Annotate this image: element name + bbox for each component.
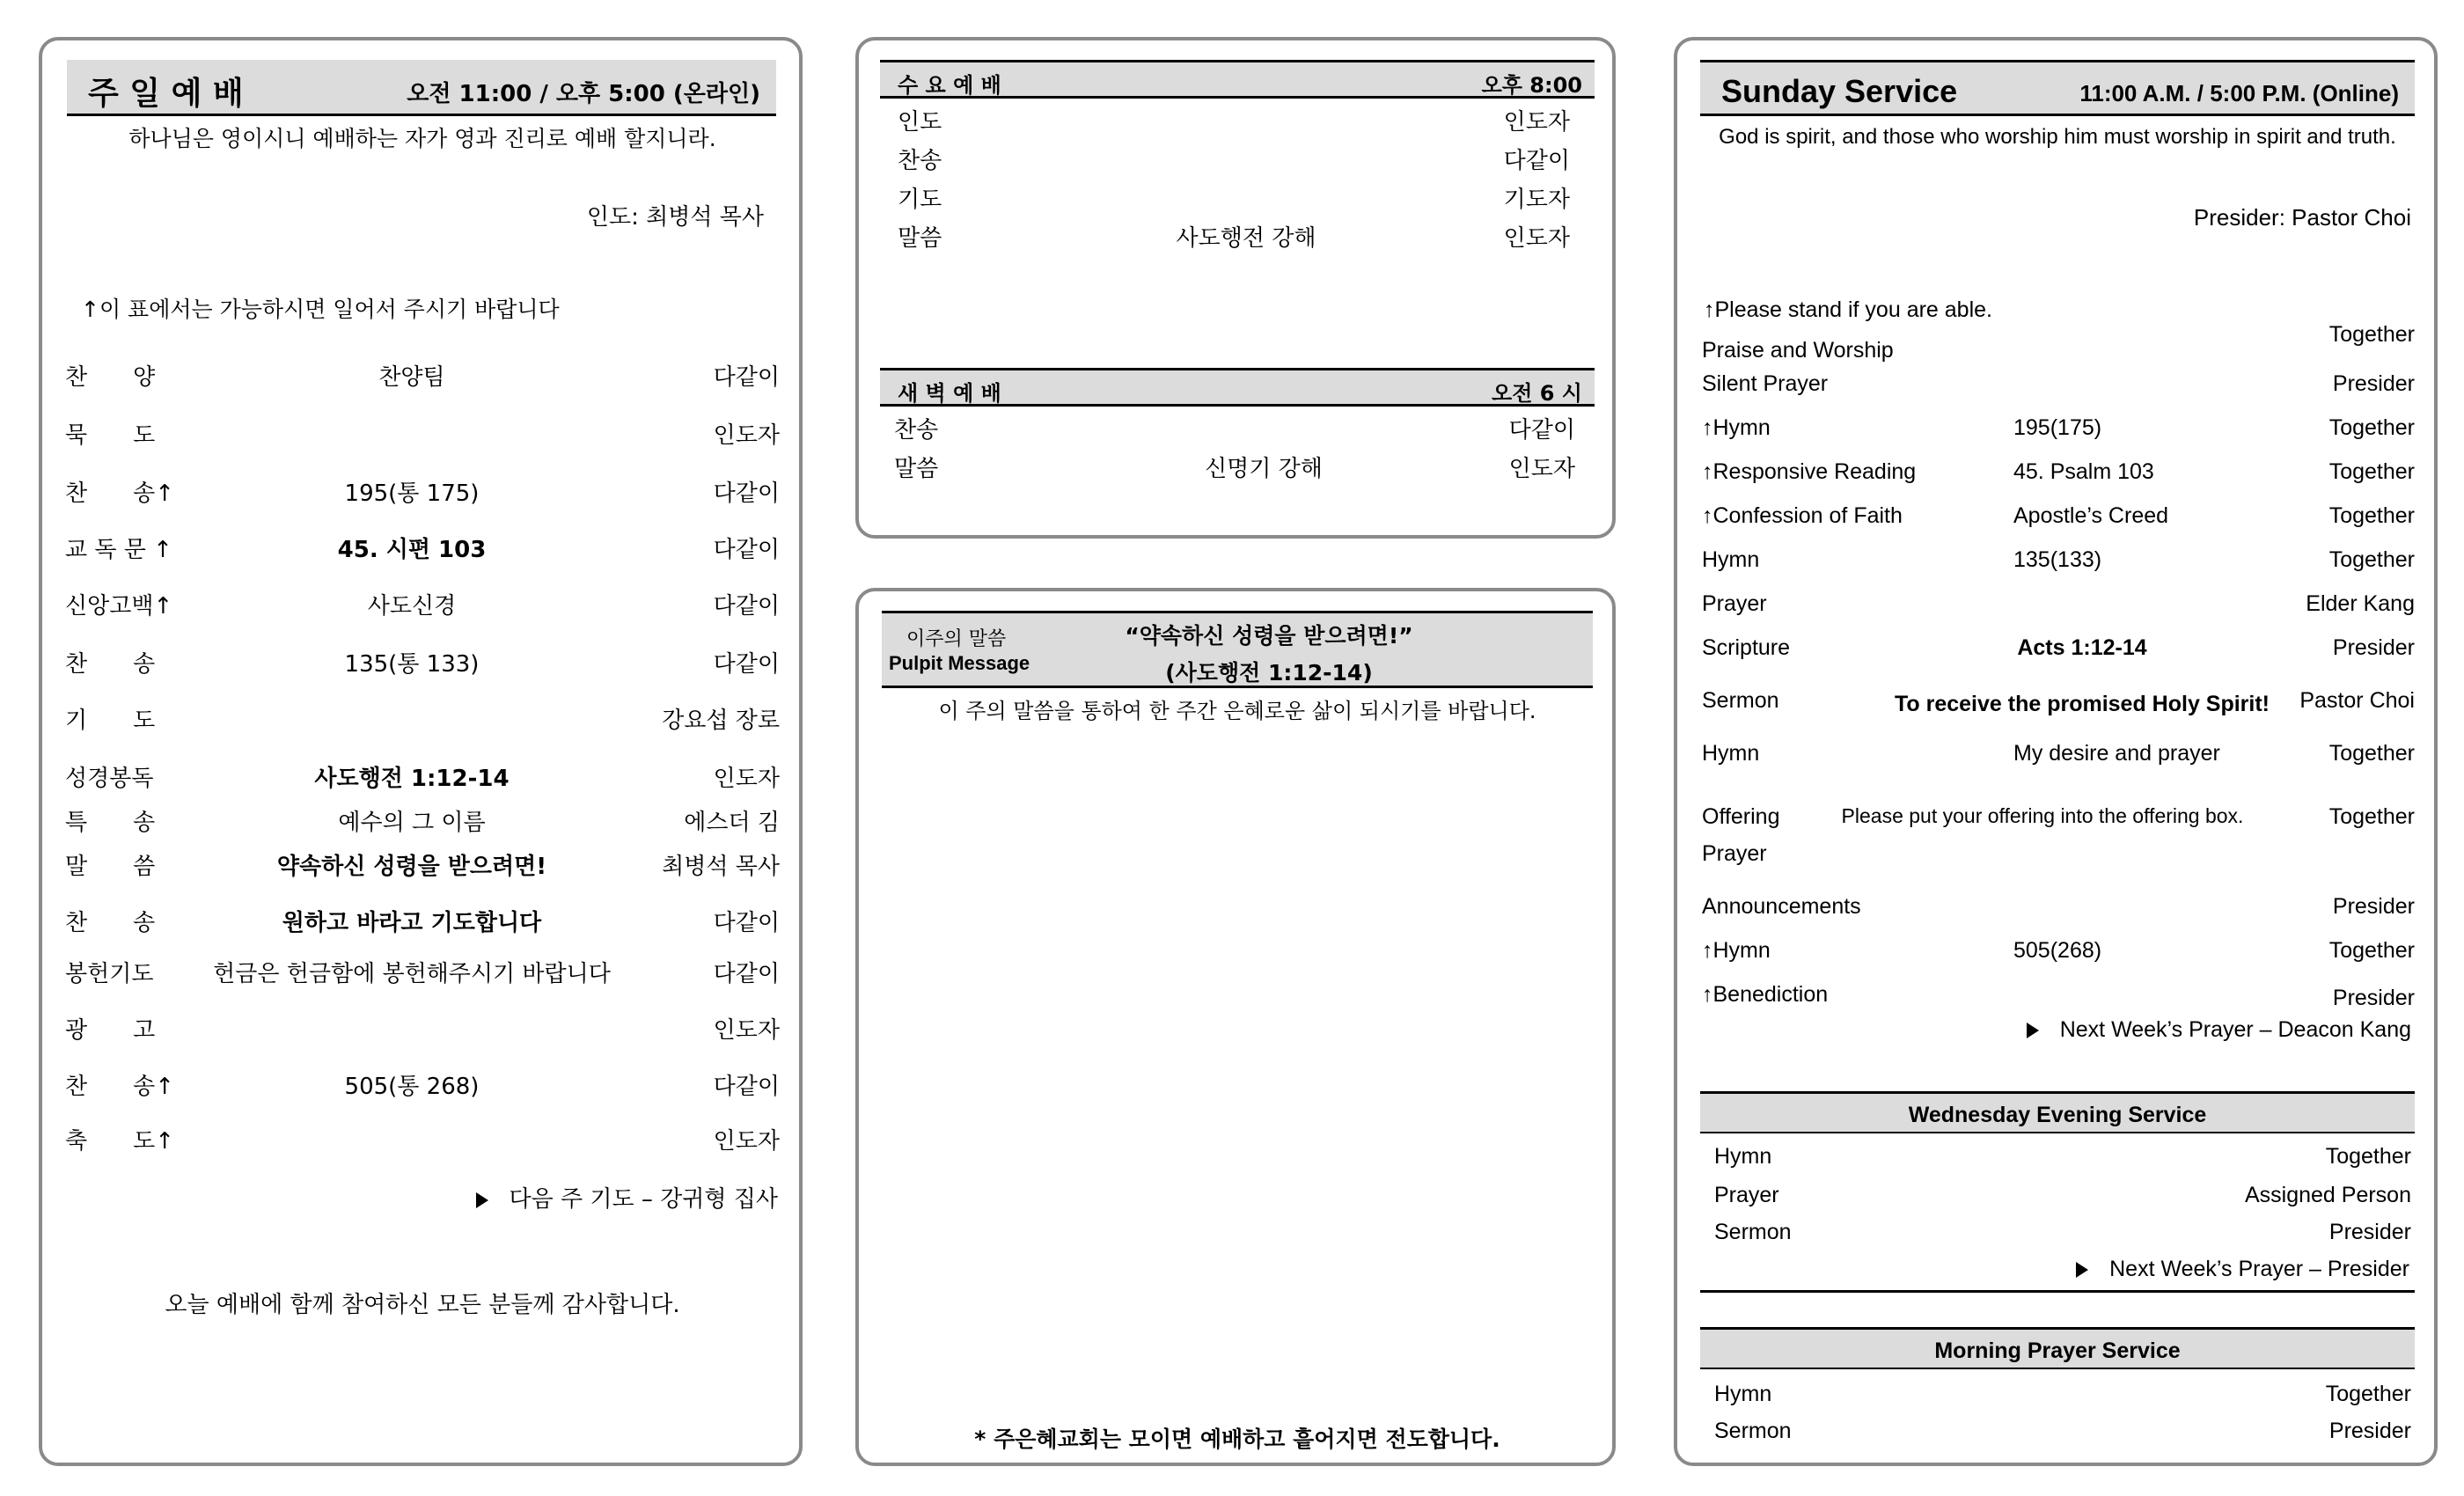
english-item-detail: To receive the promised Holy Spirit! — [1894, 692, 2270, 716]
english-item-name: Hymn — [1702, 547, 1760, 572]
order-item-detail: 사도신경 — [367, 593, 457, 620]
english-item-leader: Presider — [2332, 894, 2415, 919]
order-item-detail: 예수의 그 이름 — [338, 810, 486, 836]
english-wed-item-leader: Together — [2325, 1144, 2411, 1169]
english-item-detail: 505(268) — [2013, 938, 2102, 963]
order-item-name: 특 송 — [65, 810, 156, 836]
order-item-leader: 다같이 — [713, 364, 780, 391]
english-item-name: ↑Confession of Faith — [1702, 503, 1903, 528]
sunday-korean-panel — [39, 37, 803, 1466]
pulpit-label-en: Pulpit Message — [889, 652, 1030, 674]
order-item-leader: 다같이 — [713, 593, 780, 620]
pulpit-message-panel — [855, 588, 1616, 1466]
order-item-leader: 강요섭 장로 — [662, 708, 780, 734]
english-item-leader: Together — [2328, 804, 2415, 829]
wednesday-item-name: 기도 — [898, 187, 942, 213]
english-item-leader: Together — [2328, 741, 2415, 766]
order-item-name: 찬 송 — [65, 651, 156, 678]
order-item-leader: 다같이 — [713, 651, 780, 678]
dawn-rows — [859, 40, 1616, 533]
english-item-name: ↑Hymn — [1702, 415, 1771, 440]
english-item-detail: Please put your offering into the offering box. — [1841, 804, 2244, 827]
order-item-leader: 인도자 — [713, 1017, 780, 1044]
presider-label: 인도: 최병석 목사 — [586, 204, 764, 231]
english-item-detail: 45. Psalm 103 — [2013, 459, 2154, 484]
english-item-detail: My desire and prayer — [2013, 741, 2220, 766]
church-motto: * 주은혜교회는 모이면 예배하고 흩어지면 전도합니다. — [974, 1426, 1500, 1452]
order-item-name: 묵 도 — [65, 422, 156, 449]
pulpit-header — [882, 611, 1593, 688]
order-item-leader: 다같이 — [713, 910, 780, 936]
wednesday-item-leader: 인도자 — [1503, 225, 1570, 252]
order-item-name: 봉헌기도 — [65, 961, 154, 987]
english-wed-item-leader: Presider — [2328, 1220, 2411, 1244]
english-morning-item-leader: Presider — [2328, 1419, 2411, 1443]
english-item-name: ↑Responsive Reading — [1702, 459, 1917, 484]
english-item-leader: Together — [2328, 459, 2415, 484]
english-stand-note: ↑Please stand if you are able. — [1704, 297, 1992, 322]
order-item-name: 신앙고백↑ — [65, 593, 173, 620]
english-item-name: Hymn — [1702, 741, 1760, 766]
english-item-detail: Apostle’s Creed — [2013, 503, 2169, 528]
order-item-detail: 찬양팀 — [378, 364, 445, 391]
order-item-detail: 135(통 133) — [344, 651, 480, 678]
english-item-detail: 135(133) — [2013, 547, 2102, 572]
english-item-leader: Together — [2328, 938, 2415, 963]
order-item-leader: 최병석 목사 — [662, 854, 780, 880]
english-morning-title: Morning Prayer Service — [1934, 1338, 2181, 1363]
english-item-detail: 195(175) — [2013, 415, 2102, 440]
pulpit-label-ko: 이주의 말씀 — [906, 628, 1007, 650]
english-item-leader: Pastor Choi — [2299, 688, 2415, 713]
triangle-marker-icon — [476, 1192, 488, 1208]
english-item-detail: Acts 1:12-14 — [2017, 635, 2147, 660]
english-verse: God is spirit, and those who worship him must worship in spirit and truth. — [1719, 125, 2396, 149]
order-item-name: 교 독 문 ↑ — [65, 537, 172, 563]
weekday-services-panel — [855, 37, 1616, 539]
order-item-name: 광 고 — [65, 1017, 156, 1044]
wednesday-item-leader: 기도자 — [1503, 187, 1570, 213]
scripture-verse: 하나님은 영이시니 예배하는 자가 영과 진리로 예배 할지니라. — [128, 126, 716, 151]
english-item-name: Offering — [1702, 804, 1780, 829]
english-wed-title: Wednesday Evening Service — [1908, 1103, 2207, 1127]
english-morning-item-name: Sermon — [1714, 1419, 1792, 1443]
english-item-name: ↑Benediction — [1702, 982, 1829, 1007]
wednesday-item-leader: 인도자 — [1503, 109, 1570, 136]
english-item-leader: Presider — [2332, 635, 2415, 660]
wednesday-item-name: 말씀 — [898, 225, 942, 252]
english-morning-rows — [1677, 40, 2438, 1466]
order-item-leader: 다같이 — [713, 480, 780, 507]
service-time: 오전 11:00 / 오후 5:00 (온라인) — [407, 81, 760, 107]
order-item-leader: 다같이 — [713, 961, 780, 987]
order-item-name: 기 도 — [65, 708, 156, 734]
english-item-name: Sermon — [1702, 688, 1779, 713]
english-item-name: Announcements — [1702, 894, 1861, 919]
dawn-item-detail: 신명기 강해 — [1205, 456, 1323, 482]
order-item-detail: 헌금은 헌금함에 봉헌해주시기 바랍니다 — [213, 961, 611, 987]
english-item-leader: Together — [2328, 322, 2415, 347]
english-item-leader: Presider — [2332, 986, 2415, 1010]
english-title: Sunday Service — [1721, 73, 1958, 109]
order-item-leader: 다같이 — [713, 1074, 780, 1100]
wednesday-item-name: 찬송 — [898, 148, 942, 174]
order-item-leader: 인도자 — [713, 766, 780, 792]
english-presider: Presider: Pastor Choi — [2193, 204, 2411, 231]
order-item-detail: 사도행전 1:12-14 — [314, 766, 510, 792]
english-item-leader: Together — [2328, 503, 2415, 528]
english-item-leader: Elder Kang — [2306, 591, 2415, 616]
english-item-name: ↑Hymn — [1702, 938, 1771, 963]
wednesday-item-leader: 다같이 — [1503, 148, 1570, 174]
order-item-detail: 505(통 268) — [344, 1074, 480, 1100]
wednesday-time: 오후 8:00 — [1481, 73, 1582, 98]
order-item-leader: 인도자 — [713, 422, 780, 449]
wednesday-title: 수 요 예 배 — [898, 73, 1001, 98]
english-morning-item-leader: Together — [2325, 1382, 2411, 1406]
next-prayer-text: 다음 주 기도 – 강귀형 집사 — [509, 1186, 778, 1213]
dawn-item-leader: 인도자 — [1508, 456, 1575, 482]
english-time: 11:00 A.M. / 5:00 P.M. (Online) — [2079, 80, 2399, 106]
order-item-leader: 인도자 — [713, 1128, 780, 1155]
pulpit-blessing: 이 주의 말씀을 통하여 한 주간 은혜로운 삶이 되시기를 바랍니다. — [938, 699, 1536, 723]
english-item-name: Silent Prayer — [1702, 371, 1829, 396]
english-item-name: Scripture — [1702, 635, 1791, 660]
page-title: 주 일 예 배 — [88, 76, 244, 112]
english-wed-next-text: Next Week’s Prayer – Presider — [2109, 1257, 2409, 1281]
wednesday-item-detail: 사도행전 강해 — [1176, 225, 1316, 252]
pulpit-title: “약속하신 성령을 받으려면!” — [1125, 623, 1413, 649]
english-item-name: Praise and Worship — [1702, 338, 1894, 363]
sunday-english-panel — [1674, 37, 2438, 1466]
dawn-item-name: 찬송 — [894, 417, 939, 444]
english-wed-item-name: Sermon — [1714, 1220, 1792, 1244]
dawn-title: 새 벽 예 배 — [898, 381, 1001, 406]
order-item-name: 찬 송 — [65, 910, 156, 936]
order-item-name: 찬 송↑ — [65, 480, 175, 507]
order-item-detail: 45. 시편 103 — [337, 537, 487, 563]
english-item-leader: Together — [2328, 547, 2415, 572]
wednesday-item-name: 인도 — [898, 109, 942, 136]
english-morning-item-name: Hymn — [1714, 1382, 1772, 1406]
order-item-detail: 원하고 바라고 기도합니다 — [282, 910, 542, 936]
english-item-name: Prayer — [1702, 591, 1767, 616]
order-item-leader: 에스더 김 — [684, 810, 780, 836]
order-item-name: 성경봉독 — [65, 766, 154, 792]
order-item-detail: 약속하신 성령을 받으려면! — [276, 854, 547, 880]
thanks-note: 오늘 예배에 함께 참여하신 모든 분들께 감사합니다. — [165, 1292, 680, 1318]
order-item-leader: 다같이 — [713, 537, 780, 563]
english-next-prayer-text: Next Week’s Prayer – Deacon Kang — [2059, 1017, 2411, 1042]
dawn-item-leader: 다같이 — [1508, 417, 1575, 444]
order-item-name: 찬 송↑ — [65, 1074, 175, 1100]
english-item-leader: Together — [2328, 415, 2415, 440]
order-item-name: 축 도↑ — [65, 1128, 175, 1155]
english-wed-item-leader: Assigned Person — [2244, 1183, 2411, 1207]
next-prayer-note — [476, 1181, 778, 1214]
dawn-item-name: 말씀 — [894, 456, 939, 482]
english-item-leader: Presider — [2332, 371, 2415, 396]
dawn-time: 오전 6 시 — [1492, 381, 1582, 406]
english-wed-item-name: Prayer — [1714, 1183, 1779, 1207]
english-wed-item-name: Hymn — [1714, 1144, 1772, 1169]
order-item-name: 말 씀 — [65, 854, 156, 880]
pulpit-reference: (사도행전 1:12-14) — [1165, 660, 1373, 686]
order-item-detail: 195(통 175) — [344, 480, 480, 507]
order-item-name: 찬 양 — [65, 364, 156, 391]
english-item-name: Prayer — [1702, 841, 1767, 866]
order-of-service — [42, 40, 803, 1272]
stand-note: ↑이 표에서는 가능하시면 일어서 주시기 바랍니다 — [81, 297, 560, 322]
